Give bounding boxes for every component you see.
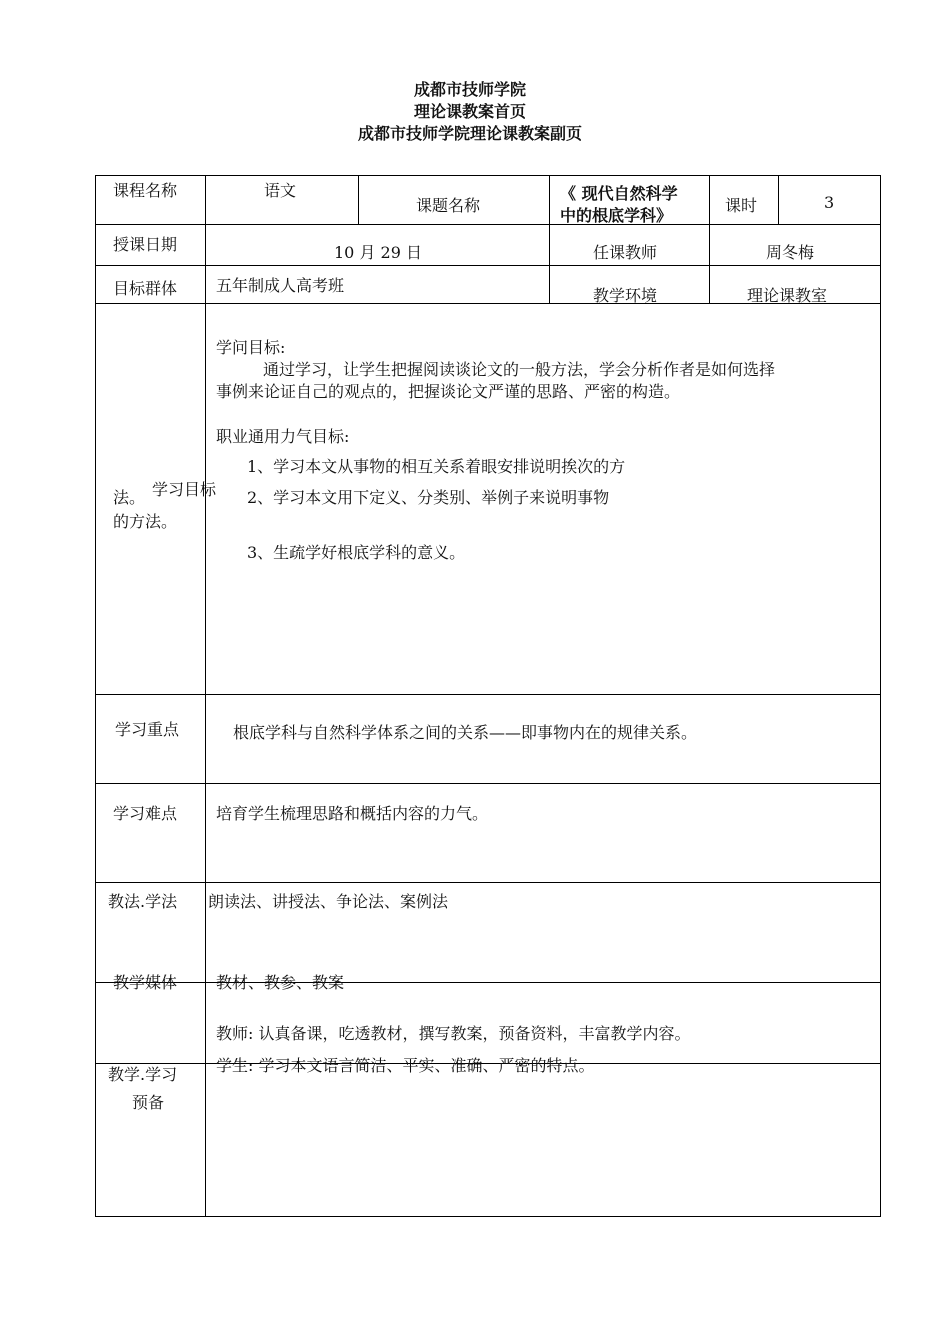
prep-label-line2: 预备	[132, 1093, 165, 1112]
ability-objective-item: 2、学习本文用下定义、分类别、举例子来说明事物	[247, 488, 610, 507]
knowledge-objective-line: 事例来论证自己的观点的，把握谈论文严谨的思路、严密的构造。	[216, 382, 681, 401]
column-divider	[205, 175, 206, 1217]
column-divider	[358, 175, 359, 224]
objectives-label: 学习目标	[152, 480, 217, 499]
table-border-bottom	[95, 1216, 881, 1217]
row-divider	[95, 783, 881, 784]
hours-value: 3	[824, 193, 835, 212]
row-divider	[95, 265, 881, 266]
objectives-label-fragment: 法。	[113, 488, 146, 507]
date-label: 授课日期	[113, 235, 178, 254]
first-page-title: 理论课教案首页	[413, 102, 526, 121]
topic-name-value-line1: 《 现代自然科学	[560, 184, 678, 203]
school-title: 成都市技师学院	[413, 80, 526, 99]
date-value: 10 月 29 日	[334, 243, 422, 262]
row-divider	[95, 224, 881, 225]
target-group-label: 目标群体	[113, 279, 178, 298]
knowledge-objective-title: 学问目标:	[216, 338, 286, 357]
ability-objective-item: 3、生疏学好根底学科的意义。	[247, 543, 466, 562]
second-page-title: 成都市技师学院理论课教案副页	[357, 124, 582, 143]
course-name-label: 课程名称	[113, 181, 178, 200]
difficulties-value: 培育学生梳理思路和概括内容的力气。	[216, 804, 489, 823]
ability-objective-title: 职业通用力气目标:	[216, 427, 350, 446]
teaching-env-label: 教学环境	[593, 286, 658, 305]
key-points-value: 根底学科与自然科学体系之间的关系——即事物内在的规律关系。	[233, 723, 698, 742]
difficulties-label: 学习难点	[113, 804, 178, 823]
row-divider	[95, 982, 881, 983]
knowledge-objective-line: 通过学习，让学生把握阅读谈论文的一般方法，学会分析作者是如何选择	[263, 360, 776, 379]
table-border-top	[95, 175, 881, 176]
column-divider	[778, 175, 779, 224]
teaching-env-value: 理论课教室	[747, 286, 828, 305]
key-points-label: 学习重点	[115, 720, 180, 739]
teacher-prep-line: 教师: 认真备课，吃透教材，撰写教案，预备资料，丰富教学内容。	[216, 1024, 691, 1043]
table-border-left	[95, 175, 96, 1217]
student-prep-line: 学生: 学习本文语言简洁、平实、准确、严密的特点。	[216, 1056, 595, 1075]
topic-name-value-line2: 中的根底学科》	[560, 206, 673, 225]
target-group-value: 五年制成人高考班	[216, 276, 345, 295]
teacher-label: 任课教师	[593, 243, 658, 262]
ability-objective-item: 1、学习本文从事物的相互关系着眼安排说明挨次的方	[247, 457, 626, 476]
row-divider	[95, 882, 881, 883]
methods-value: 朗读法、讲授法、争论法、案例法	[208, 892, 449, 911]
media-value: 教材、教参、教案	[216, 973, 345, 992]
prep-label-line1: 教学.学习	[108, 1065, 178, 1084]
teacher-value: 周冬梅	[766, 243, 815, 262]
table-border-right	[880, 175, 881, 1217]
column-divider	[709, 175, 710, 303]
row-divider	[95, 694, 881, 695]
topic-name-label: 课题名称	[416, 196, 481, 215]
hours-label: 课时	[725, 196, 758, 215]
course-name-value: 语文	[264, 181, 297, 200]
methods-label: 教法.学法	[108, 892, 178, 911]
column-divider	[549, 175, 550, 303]
objectives-label-fragment: 的方法。	[113, 512, 178, 531]
media-label: 教学媒体	[113, 973, 178, 992]
